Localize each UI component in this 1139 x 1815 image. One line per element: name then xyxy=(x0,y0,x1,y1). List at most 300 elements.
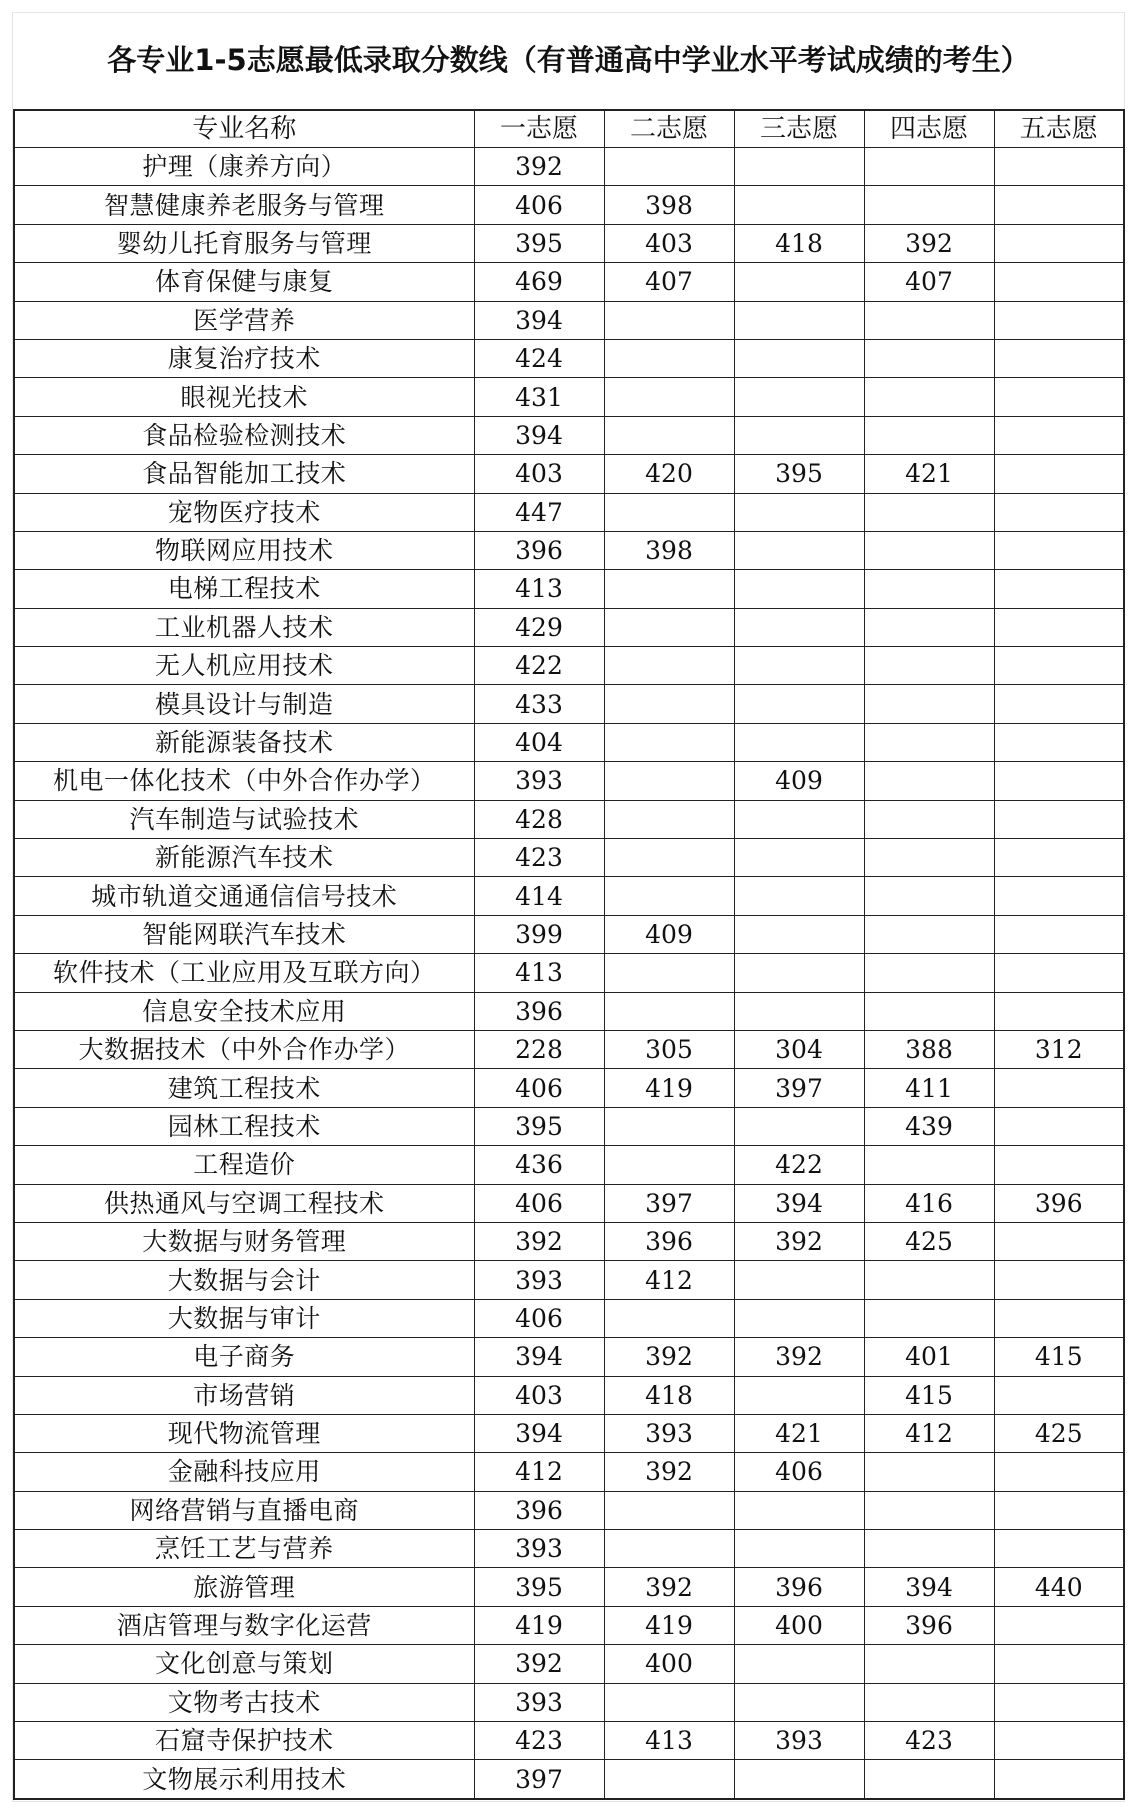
score-cell-choice-4 xyxy=(864,531,994,569)
score-cell-choice-1: 392 xyxy=(474,148,604,186)
score-cell-choice-5 xyxy=(994,954,1124,992)
score-cell-choice-4 xyxy=(864,877,994,915)
score-cell-choice-5: 425 xyxy=(994,1414,1124,1452)
major-name-cell: 建筑工程技术 xyxy=(14,1069,474,1107)
score-cell-choice-2: 412 xyxy=(604,1261,734,1299)
table-row xyxy=(14,186,1124,224)
score-cell-choice-5 xyxy=(994,339,1124,377)
score-cell-choice-4 xyxy=(864,992,994,1030)
score-cell-choice-2 xyxy=(604,877,734,915)
score-cell-choice-4: 421 xyxy=(864,455,994,493)
score-cell-choice-3: 395 xyxy=(734,455,864,493)
major-name-cell: 大数据与审计 xyxy=(14,1299,474,1337)
score-cell-choice-1: 403 xyxy=(474,455,604,493)
score-cell-choice-2 xyxy=(604,570,734,608)
score-cell-choice-5 xyxy=(994,800,1124,838)
score-cell-choice-4 xyxy=(864,1453,994,1491)
score-cell-choice-3 xyxy=(734,531,864,569)
score-cell-choice-4 xyxy=(864,1645,994,1683)
score-cell-choice-1: 419 xyxy=(474,1606,604,1644)
score-cell-choice-3 xyxy=(734,493,864,531)
score-cell-choice-1: 399 xyxy=(474,915,604,953)
score-cell-choice-4 xyxy=(864,954,994,992)
score-cell-choice-3 xyxy=(734,1299,864,1337)
major-name-cell: 旅游管理 xyxy=(14,1568,474,1606)
score-cell-choice-3: 394 xyxy=(734,1184,864,1222)
score-cell-choice-2: 392 xyxy=(604,1568,734,1606)
score-cell-choice-4 xyxy=(864,1683,994,1721)
score-cell-choice-5 xyxy=(994,531,1124,569)
score-cell-choice-2 xyxy=(604,416,734,454)
table-row xyxy=(14,493,1124,531)
table-body xyxy=(14,148,1124,1799)
score-cell-choice-5 xyxy=(994,416,1124,454)
score-cell-choice-3 xyxy=(734,647,864,685)
table-row xyxy=(14,1299,1124,1337)
major-name-cell: 无人机应用技术 xyxy=(14,647,474,685)
score-cell-choice-2 xyxy=(604,378,734,416)
score-cell-choice-3: 421 xyxy=(734,1414,864,1452)
score-cell-choice-5 xyxy=(994,263,1124,301)
table-row xyxy=(14,1030,1124,1068)
header-choice-1: 一志愿 xyxy=(474,110,604,148)
score-cell-choice-3: 392 xyxy=(734,1222,864,1260)
score-cell-choice-4 xyxy=(864,339,994,377)
score-cell-choice-5 xyxy=(994,992,1124,1030)
score-cell-choice-2 xyxy=(604,1530,734,1568)
major-name-cell: 模具设计与制造 xyxy=(14,685,474,723)
table-row xyxy=(14,1683,1124,1721)
score-cell-choice-2 xyxy=(604,1760,734,1799)
major-name-cell: 城市轨道交通通信信号技术 xyxy=(14,877,474,915)
score-cell-choice-5 xyxy=(994,647,1124,685)
score-cell-choice-2: 403 xyxy=(604,224,734,262)
score-cell-choice-2 xyxy=(604,647,734,685)
score-cell-choice-3 xyxy=(734,263,864,301)
score-cell-choice-5 xyxy=(994,915,1124,953)
table-row xyxy=(14,531,1124,569)
major-name-cell: 文化创意与策划 xyxy=(14,1645,474,1683)
score-cell-choice-5 xyxy=(994,762,1124,800)
score-cell-choice-3 xyxy=(734,1261,864,1299)
score-cell-choice-3 xyxy=(734,1530,864,1568)
score-cell-choice-1: 394 xyxy=(474,416,604,454)
major-name-cell: 大数据技术（中外合作办学） xyxy=(14,1030,474,1068)
score-cell-choice-4 xyxy=(864,647,994,685)
score-cell-choice-1: 414 xyxy=(474,877,604,915)
major-name-cell: 体育保健与康复 xyxy=(14,263,474,301)
major-name-cell: 文物考古技术 xyxy=(14,1683,474,1721)
score-cell-choice-5 xyxy=(994,1261,1124,1299)
score-cell-choice-5 xyxy=(994,1722,1124,1760)
score-cell-choice-1: 394 xyxy=(474,301,604,339)
table-row xyxy=(14,1414,1124,1452)
score-cell-choice-4: 416 xyxy=(864,1184,994,1222)
score-cell-choice-1: 393 xyxy=(474,1530,604,1568)
score-cell-choice-4 xyxy=(864,608,994,646)
score-cell-choice-4: 423 xyxy=(864,1722,994,1760)
major-name-cell: 物联网应用技术 xyxy=(14,531,474,569)
score-cell-choice-4 xyxy=(864,570,994,608)
score-cell-choice-2: 413 xyxy=(604,1722,734,1760)
score-cell-choice-4 xyxy=(864,762,994,800)
major-name-cell: 婴幼儿托育服务与管理 xyxy=(14,224,474,262)
score-cell-choice-3 xyxy=(734,148,864,186)
score-cell-choice-2 xyxy=(604,1107,734,1145)
score-cell-choice-4 xyxy=(864,186,994,224)
major-name-cell: 金融科技应用 xyxy=(14,1453,474,1491)
score-cell-choice-3 xyxy=(734,1107,864,1145)
score-cell-choice-2: 305 xyxy=(604,1030,734,1068)
score-cell-choice-2 xyxy=(604,301,734,339)
score-cell-choice-4: 401 xyxy=(864,1338,994,1376)
score-cell-choice-2 xyxy=(604,1299,734,1337)
score-cell-choice-1: 394 xyxy=(474,1414,604,1452)
score-cell-choice-3 xyxy=(734,1645,864,1683)
score-cell-choice-1: 406 xyxy=(474,1069,604,1107)
score-cell-choice-2: 396 xyxy=(604,1222,734,1260)
score-cell-choice-4 xyxy=(864,1261,994,1299)
score-cell-choice-2 xyxy=(604,800,734,838)
score-cell-choice-4 xyxy=(864,1530,994,1568)
page-title: 各专业1-5志愿最低录取分数线（有普通高中学业水平考试成绩的考生） xyxy=(107,43,1030,77)
score-cell-choice-2: 400 xyxy=(604,1645,734,1683)
table-row xyxy=(14,685,1124,723)
score-cell-choice-5 xyxy=(994,186,1124,224)
score-cell-choice-3 xyxy=(734,992,864,1030)
score-cell-choice-1: 393 xyxy=(474,1261,604,1299)
score-cell-choice-5 xyxy=(994,839,1124,877)
score-cell-choice-4 xyxy=(864,915,994,953)
score-cell-choice-4: 425 xyxy=(864,1222,994,1260)
score-cell-choice-5 xyxy=(994,1107,1124,1145)
table-row xyxy=(14,263,1124,301)
score-cell-choice-5 xyxy=(994,224,1124,262)
score-cell-choice-1: 395 xyxy=(474,1568,604,1606)
table-row xyxy=(14,1184,1124,1222)
major-name-cell: 汽车制造与试验技术 xyxy=(14,800,474,838)
score-cell-choice-1: 396 xyxy=(474,992,604,1030)
score-cell-choice-5 xyxy=(994,1222,1124,1260)
score-cell-choice-4 xyxy=(864,378,994,416)
score-cell-choice-1: 392 xyxy=(474,1645,604,1683)
score-cell-choice-4: 439 xyxy=(864,1107,994,1145)
score-cell-choice-1: 406 xyxy=(474,1299,604,1337)
table-row xyxy=(14,224,1124,262)
score-cell-choice-1: 413 xyxy=(474,954,604,992)
major-name-cell: 烹饪工艺与营养 xyxy=(14,1530,474,1568)
score-cell-choice-4 xyxy=(864,416,994,454)
major-name-cell: 现代物流管理 xyxy=(14,1414,474,1452)
score-cell-choice-4 xyxy=(864,1760,994,1799)
score-cell-choice-3 xyxy=(734,301,864,339)
major-name-cell: 机电一体化技术（中外合作办学） xyxy=(14,762,474,800)
score-cell-choice-5: 312 xyxy=(994,1030,1124,1068)
table-header-row xyxy=(14,110,1124,148)
score-cell-choice-5 xyxy=(994,723,1124,761)
table-row xyxy=(14,378,1124,416)
score-cell-choice-5 xyxy=(994,1683,1124,1721)
score-cell-choice-1: 396 xyxy=(474,1491,604,1529)
major-name-cell: 石窟寺保护技术 xyxy=(14,1722,474,1760)
table-row xyxy=(14,1530,1124,1568)
score-cell-choice-2 xyxy=(604,723,734,761)
table-row xyxy=(14,1261,1124,1299)
score-cell-choice-1: 392 xyxy=(474,1222,604,1260)
score-cell-choice-5 xyxy=(994,1146,1124,1184)
major-name-cell: 康复治疗技术 xyxy=(14,339,474,377)
table-row xyxy=(14,877,1124,915)
major-name-cell: 智慧健康养老服务与管理 xyxy=(14,186,474,224)
score-cell-choice-3: 392 xyxy=(734,1338,864,1376)
major-name-cell: 宠物医疗技术 xyxy=(14,493,474,531)
score-cell-choice-1: 395 xyxy=(474,224,604,262)
table-row xyxy=(14,915,1124,953)
score-cell-choice-4: 407 xyxy=(864,263,994,301)
score-cell-choice-3: 406 xyxy=(734,1453,864,1491)
score-cell-choice-3: 409 xyxy=(734,762,864,800)
header-choice-2: 二志愿 xyxy=(604,110,734,148)
score-cell-choice-5 xyxy=(994,1645,1124,1683)
table-row xyxy=(14,1107,1124,1145)
score-cell-choice-4: 388 xyxy=(864,1030,994,1068)
score-cell-choice-1: 433 xyxy=(474,685,604,723)
score-cell-choice-1: 423 xyxy=(474,839,604,877)
table-row xyxy=(14,301,1124,339)
score-cell-choice-2: 419 xyxy=(604,1069,734,1107)
score-cell-choice-2 xyxy=(604,762,734,800)
score-cell-choice-3 xyxy=(734,839,864,877)
score-cell-choice-2 xyxy=(604,839,734,877)
major-name-cell: 文物展示利用技术 xyxy=(14,1760,474,1799)
score-cell-choice-2: 397 xyxy=(604,1184,734,1222)
major-name-cell: 智能网联汽车技术 xyxy=(14,915,474,953)
score-cell-choice-5 xyxy=(994,148,1124,186)
major-name-cell: 市场营销 xyxy=(14,1376,474,1414)
major-name-cell: 眼视光技术 xyxy=(14,378,474,416)
score-cell-choice-2: 418 xyxy=(604,1376,734,1414)
table-row xyxy=(14,1760,1124,1799)
score-cell-choice-2 xyxy=(604,1491,734,1529)
table-row xyxy=(14,1568,1124,1606)
score-cell-choice-2 xyxy=(604,954,734,992)
table-row xyxy=(14,839,1124,877)
score-cell-choice-1: 393 xyxy=(474,1683,604,1721)
score-cell-choice-3 xyxy=(734,800,864,838)
table-row xyxy=(14,954,1124,992)
score-cell-choice-4: 394 xyxy=(864,1568,994,1606)
score-cell-choice-4: 415 xyxy=(864,1376,994,1414)
score-cell-choice-4 xyxy=(864,723,994,761)
score-cell-choice-1: 447 xyxy=(474,493,604,531)
score-cell-choice-5 xyxy=(994,301,1124,339)
score-cell-choice-4 xyxy=(864,1491,994,1529)
score-cell-choice-2 xyxy=(604,339,734,377)
score-cell-choice-1: 424 xyxy=(474,339,604,377)
major-name-cell: 信息安全技术应用 xyxy=(14,992,474,1030)
score-cell-choice-3 xyxy=(734,608,864,646)
score-cell-choice-3: 418 xyxy=(734,224,864,262)
score-cell-choice-5: 440 xyxy=(994,1568,1124,1606)
score-cell-choice-4: 396 xyxy=(864,1606,994,1644)
score-cell-choice-4 xyxy=(864,1299,994,1337)
score-cell-choice-2: 419 xyxy=(604,1606,734,1644)
major-name-cell: 软件技术（工业应用及互联方向） xyxy=(14,954,474,992)
score-cell-choice-2: 393 xyxy=(604,1414,734,1452)
score-cell-choice-5 xyxy=(994,877,1124,915)
score-cell-choice-2: 420 xyxy=(604,455,734,493)
score-cell-choice-1: 403 xyxy=(474,1376,604,1414)
score-cell-choice-5 xyxy=(994,1491,1124,1529)
score-cell-choice-4: 412 xyxy=(864,1414,994,1452)
major-name-cell: 酒店管理与数字化运营 xyxy=(14,1606,474,1644)
score-cell-choice-5 xyxy=(994,378,1124,416)
score-cell-choice-1: 412 xyxy=(474,1453,604,1491)
score-cell-choice-2 xyxy=(604,493,734,531)
table-row xyxy=(14,1222,1124,1260)
score-cell-choice-3 xyxy=(734,570,864,608)
score-cell-choice-4 xyxy=(864,839,994,877)
score-cell-choice-1: 423 xyxy=(474,1722,604,1760)
score-cell-choice-5 xyxy=(994,685,1124,723)
table-row xyxy=(14,570,1124,608)
major-name-cell: 大数据与会计 xyxy=(14,1261,474,1299)
table-row xyxy=(14,416,1124,454)
table-row xyxy=(14,1069,1124,1107)
score-cell-choice-3 xyxy=(734,915,864,953)
score-cell-choice-3 xyxy=(734,954,864,992)
score-cell-choice-1: 395 xyxy=(474,1107,604,1145)
score-cell-choice-5 xyxy=(994,455,1124,493)
major-name-cell: 医学营养 xyxy=(14,301,474,339)
score-cell-choice-4 xyxy=(864,1146,994,1184)
header-choice-4: 四志愿 xyxy=(864,110,994,148)
score-cell-choice-1: 397 xyxy=(474,1760,604,1799)
score-cell-choice-4 xyxy=(864,685,994,723)
table-row xyxy=(14,148,1124,186)
major-name-cell: 新能源汽车技术 xyxy=(14,839,474,877)
score-cell-choice-5 xyxy=(994,1530,1124,1568)
table-row xyxy=(14,1146,1124,1184)
table-row xyxy=(14,1606,1124,1644)
score-cell-choice-3: 304 xyxy=(734,1030,864,1068)
score-cell-choice-3: 397 xyxy=(734,1069,864,1107)
score-cell-choice-3 xyxy=(734,378,864,416)
score-cell-choice-4: 411 xyxy=(864,1069,994,1107)
score-cell-choice-2: 409 xyxy=(604,915,734,953)
score-cell-choice-2 xyxy=(604,992,734,1030)
major-name-cell: 食品检验检测技术 xyxy=(14,416,474,454)
table-row xyxy=(14,647,1124,685)
score-cell-choice-2: 392 xyxy=(604,1338,734,1376)
table-row xyxy=(14,455,1124,493)
score-cell-choice-5 xyxy=(994,1376,1124,1414)
score-cell-choice-5 xyxy=(994,570,1124,608)
score-cell-choice-3: 400 xyxy=(734,1606,864,1644)
major-name-cell: 工业机器人技术 xyxy=(14,608,474,646)
major-name-cell: 工程造价 xyxy=(14,1146,474,1184)
score-cell-choice-3 xyxy=(734,1491,864,1529)
score-cell-choice-3 xyxy=(734,186,864,224)
score-cell-choice-1: 429 xyxy=(474,608,604,646)
score-cell-choice-2 xyxy=(604,608,734,646)
score-cell-choice-5 xyxy=(994,1760,1124,1799)
score-cell-choice-1: 422 xyxy=(474,647,604,685)
score-cell-choice-3 xyxy=(734,1376,864,1414)
major-name-cell: 大数据与财务管理 xyxy=(14,1222,474,1260)
table-row xyxy=(14,1338,1124,1376)
score-cell-choice-4 xyxy=(864,800,994,838)
score-cell-choice-3: 396 xyxy=(734,1568,864,1606)
table-row xyxy=(14,608,1124,646)
table-row xyxy=(14,723,1124,761)
score-cell-choice-5 xyxy=(994,1299,1124,1337)
table-row xyxy=(14,1491,1124,1529)
score-cell-choice-2 xyxy=(604,685,734,723)
score-cell-choice-2: 398 xyxy=(604,531,734,569)
major-name-cell: 电梯工程技术 xyxy=(14,570,474,608)
score-cell-choice-3 xyxy=(734,416,864,454)
major-name-cell: 网络营销与直播电商 xyxy=(14,1491,474,1529)
score-cell-choice-1: 406 xyxy=(474,186,604,224)
score-cell-choice-4 xyxy=(864,301,994,339)
score-cell-choice-4 xyxy=(864,148,994,186)
score-cell-choice-1: 396 xyxy=(474,531,604,569)
score-cell-choice-2: 398 xyxy=(604,186,734,224)
table-row xyxy=(14,992,1124,1030)
score-cell-choice-1: 228 xyxy=(474,1030,604,1068)
major-name-cell: 食品智能加工技术 xyxy=(14,455,474,493)
score-cell-choice-3 xyxy=(734,877,864,915)
score-cell-choice-4 xyxy=(864,493,994,531)
score-cell-choice-5 xyxy=(994,493,1124,531)
score-cell-choice-5: 415 xyxy=(994,1338,1124,1376)
major-name-cell: 电子商务 xyxy=(14,1338,474,1376)
score-cell-choice-3 xyxy=(734,723,864,761)
table-row xyxy=(14,339,1124,377)
score-cell-choice-2 xyxy=(604,1683,734,1721)
score-cell-choice-3 xyxy=(734,1760,864,1799)
major-name-cell: 供热通风与空调工程技术 xyxy=(14,1184,474,1222)
table-row xyxy=(14,1453,1124,1491)
table-row xyxy=(14,800,1124,838)
score-cell-choice-1: 431 xyxy=(474,378,604,416)
table-row xyxy=(14,1645,1124,1683)
score-cell-choice-1: 393 xyxy=(474,762,604,800)
header-choice-3: 三志愿 xyxy=(734,110,864,148)
score-cell-choice-3 xyxy=(734,339,864,377)
score-cell-choice-3 xyxy=(734,1683,864,1721)
score-cell-choice-3 xyxy=(734,685,864,723)
score-cell-choice-1: 406 xyxy=(474,1184,604,1222)
score-cell-choice-4: 392 xyxy=(864,224,994,262)
score-cell-choice-1: 469 xyxy=(474,263,604,301)
score-cell-choice-5 xyxy=(994,1453,1124,1491)
score-cell-choice-5 xyxy=(994,1606,1124,1644)
score-cell-choice-1: 413 xyxy=(474,570,604,608)
admission-score-table xyxy=(13,109,1125,1800)
score-cell-choice-1: 404 xyxy=(474,723,604,761)
score-cell-choice-3: 393 xyxy=(734,1722,864,1760)
score-cell-choice-2: 392 xyxy=(604,1453,734,1491)
score-cell-choice-2 xyxy=(604,148,734,186)
score-cell-choice-1: 428 xyxy=(474,800,604,838)
header-major-name: 专业名称 xyxy=(14,110,474,148)
score-cell-choice-1: 436 xyxy=(474,1146,604,1184)
score-cell-choice-5 xyxy=(994,608,1124,646)
score-cell-choice-5 xyxy=(994,1069,1124,1107)
major-name-cell: 护理（康养方向） xyxy=(14,148,474,186)
